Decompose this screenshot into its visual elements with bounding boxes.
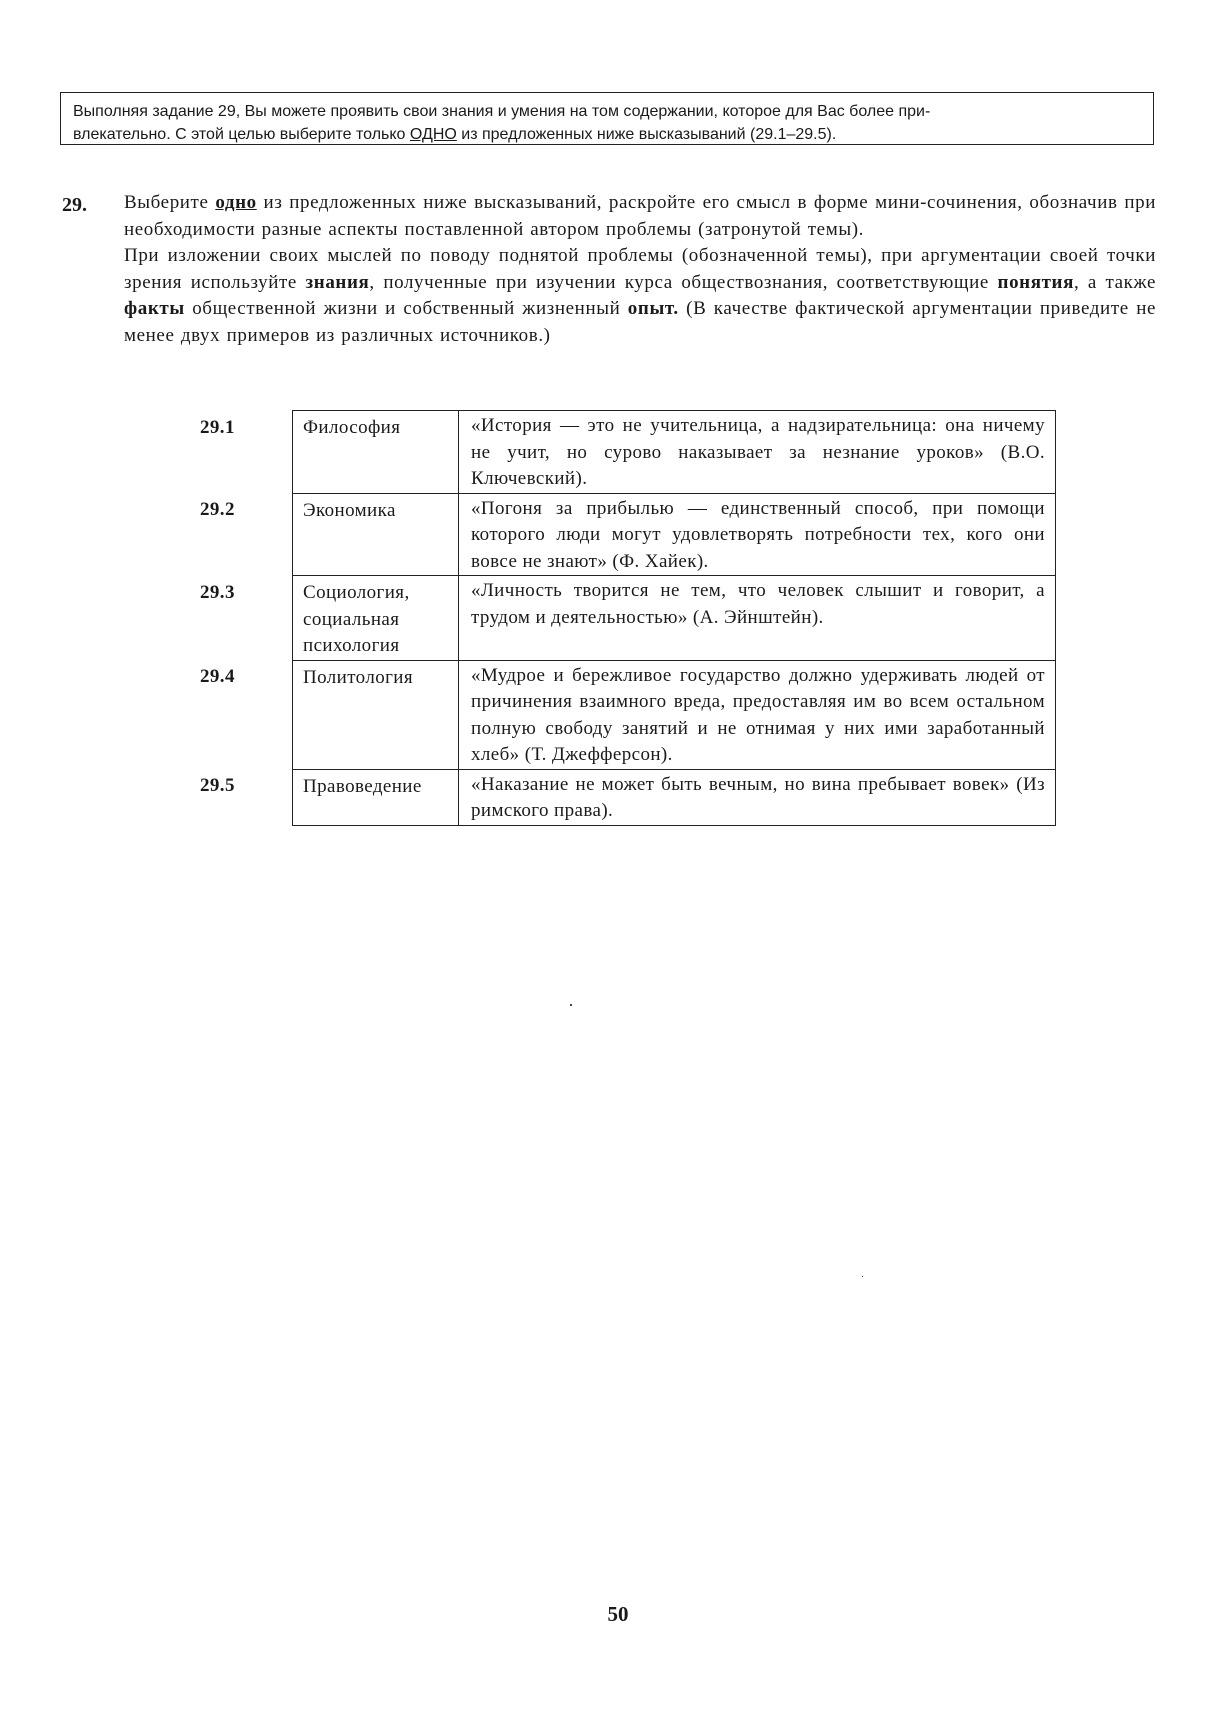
quote-text: «Наказание не может быть вечным, но вина пребывает вовек» (Из римского права). — [459, 769, 1056, 825]
quote-number: 29.4 — [200, 666, 235, 687]
table-row — [186, 660, 1056, 769]
notice-line-2 — [73, 123, 1141, 146]
quote-number: 29.2 — [200, 499, 235, 520]
quote-subject: Социология, социальная психология — [293, 576, 459, 661]
task-p2-bold-knowledge: знания — [305, 271, 370, 293]
quotes-table — [186, 410, 1056, 826]
task-instructions — [124, 190, 1156, 349]
task-paragraph-1 — [124, 190, 1156, 243]
notice-emphasis-one: ОДНО — [409, 126, 457, 143]
quote-number: 29.3 — [200, 581, 235, 603]
task-p1-end: из предложенных ниже высказываний, раскройте его смысл в форме мини-сочинения, обозначив при необходимости разные аспекты поставленной автором проблемы (затронутой темы). — [124, 192, 1156, 240]
task-paragraph-2 — [124, 243, 1156, 349]
table-row — [186, 493, 1056, 576]
quote-text: «Мудрое и бережливое государство должно удерживать людей от причинения взаимного вреда, предоставляя им во всем остальном полную свободу занятий и не отнимая у них ими заработанный хлеб» (Т. Джефферсон). — [459, 660, 1056, 769]
task-p2-part-4: общественной жизни и собственный жизненный — [184, 298, 628, 319]
quote-text: «История — это не учительница, а надзирательница: она ничему не учит, но сурово наказывает за незнание уроков» (В.О. Ключевский). — [459, 411, 1056, 494]
quote-subject: Экономика — [293, 493, 459, 576]
quote-text: «Погоня за прибылью — единственный способ, при помощи которого люди могут удовлетворять потребности тех, кого они вовсе не знают» (Ф. Хайек). — [459, 493, 1056, 576]
task-p2-part-5: (В качестве фактической аргументации приведите не менее двух примеров из различных источников.) — [124, 298, 1156, 346]
notice-line-2-end: из предложенных ниже высказываний (29.1–29.5). — [456, 126, 837, 143]
task-p1-emphasis: одно — [215, 192, 257, 213]
task-p2-bold-experience: опыт. — [627, 298, 679, 319]
task-p2-part-2: , полученные при изучении курса обществознания, соответствующие — [369, 271, 998, 293]
task-p1-start: Выберите — [124, 192, 216, 213]
page-number: 50 — [607, 1602, 629, 1626]
table-row — [186, 769, 1056, 825]
notice-line-2-start: влекательно. С этой целью выберите только — [73, 126, 410, 143]
task-p2-bold-facts: факты — [124, 298, 185, 319]
table-row — [186, 576, 1056, 661]
quote-subject: Философия — [293, 411, 459, 494]
instruction-notice-box — [60, 92, 1154, 145]
quote-subject: Правоведение — [293, 769, 459, 825]
quote-number: 29.1 — [200, 416, 235, 438]
scan-speck — [570, 1004, 572, 1006]
task-p2-part-3: , а также — [1073, 271, 1157, 293]
task-number: 29. — [62, 194, 87, 216]
quote-text: «Личность творится не тем, что человек слышит и говорит, а трудом и деятельностью» (А. Эйнштейн). — [459, 576, 1056, 661]
scan-speck — [862, 1276, 863, 1277]
task-p2-bold-concepts: понятия — [997, 271, 1074, 293]
quote-number: 29.5 — [200, 775, 235, 796]
notice-line-1: Выполняя задание 29, Вы можете проявить свои знания и умения на том содержании, которое для Вас более при- — [73, 103, 931, 120]
quote-subject: Политология — [293, 660, 459, 769]
task-p2-part-1: При изложении своих мыслей по поводу поднятой проблемы (обозначенной темы), при аргументации своей точки зрения используйте — [124, 245, 1156, 293]
table-row — [186, 411, 1056, 494]
